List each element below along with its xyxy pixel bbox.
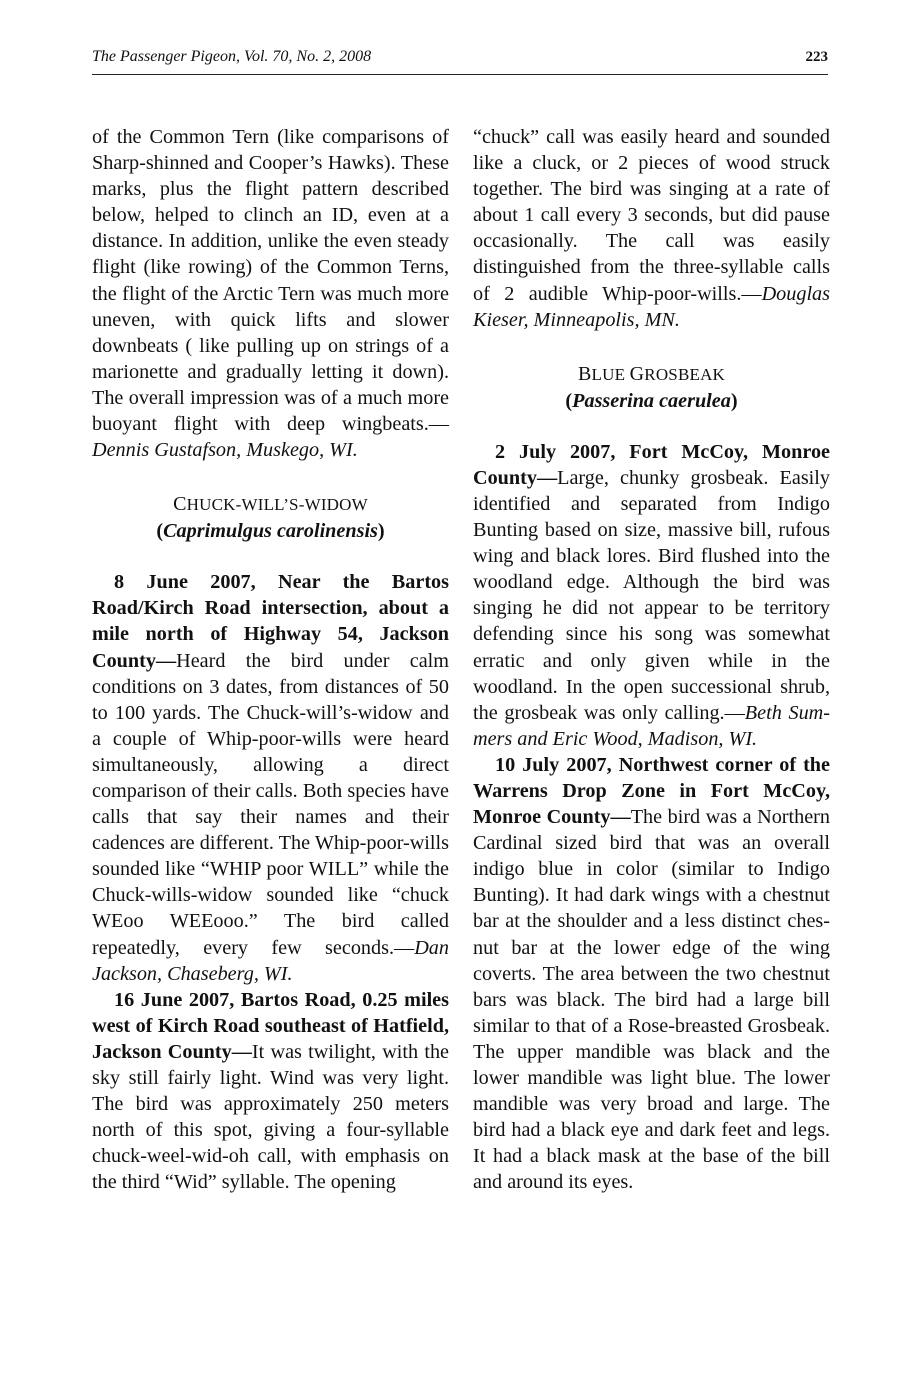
journal-citation: The Passenger Pigeon, Vol. 70, No. 2, 2008 [92,48,372,65]
page-number: 223 [805,49,828,65]
record-lead: 2 July 2007, Fort McCoy, Monroe County— [473,440,830,489]
record-entry [473,752,830,1196]
record-lead: 16 June 2007, Bartos Road, 0.25 miles west of Kirch Road southeast of Hatfield, Jackson County— [92,988,449,1063]
observer-credit: Beth Summers and Eric Wood, Madison, WI. [473,701,830,750]
record-entry [92,569,449,987]
record-entry [473,439,830,752]
record-text: Heard the bird under calm conditions on 3 dates, from distances of 50 to 100 yards. The Chuck-will’s-widow and a couple of Whip-poor-wills were heard simultaneously, allowing a direct comparison of their calls. Both species have calls that say their names and their cadences are different. The Whip-poor-wills sounded like “WHIP poor WILL” while the Chuck-wills-widow sounded like “chuck WEoo WEEooo.” The bird called repeatedly, every few seconds.— [92,649,449,959]
species-common-name: BLUE GROSBEAK [577,362,726,385]
record-lead: 8 June 2007, Near the Bartos Road/Kirch Road intersection, about a mile north of Highway 54, Jackson County— [92,571,449,672]
left-column [92,124,449,1195]
continued-paragraph [92,124,449,463]
observer-credit: Dan Jackson, Chaseberg, WI. [92,936,449,985]
species-heading [473,361,830,415]
observer-credit: Dennis Gustafson, Muskego, WI. [92,439,358,462]
record-text: Large, chunky grosbeak. Easily identified and separated from Indigo Bunting based on size, massive bill, rufous wing and black lores. Bird flushed into the woodland edge. Although the bird was singing he did not appear to be territory defending since his song was somewhat erratic and only given while in the woodland. In the open successional shrub, the grosbeak was only calling.— [473,466,830,724]
record-text: The bird was a Northern Cardinal sized bird that was an overall indigo blue in color (similar to Indigo Bunting). It had dark wings with a chestnut bar at the shoulder and a less distinct chesnut bar at the lower edge of the wing coverts. The area between the two chestnut bars was black. The bird had a large bill similar to that of a Rose-breasted Grosbeak. The upper mandible was black and the lower mandible was light blue. The lower mandible was very broad and large. The bird had a black eye and dark feet and legs. It had a black mask at the base of the bill and around its eyes. [473,806,830,1194]
right-column [473,124,830,1195]
record-lead: 10 July 2007, Northwest corner of the Warrens Drop Zone in Fort McCoy, Monroe County— [473,753,830,829]
species-heading [92,491,449,545]
species-scientific-name: (Passerina caerulea) [565,389,738,412]
continued-text: “chuck” call was easily heard and sounded like a cluck, or 2 pieces of wood struck together. The bird was singing at a rate of about 1 call every 3 seconds, but did pause occasionally. The call was easily distinguished from the three-syllable calls of 2 audible Whip-poor-wills.— [473,126,830,305]
running-head [92,48,828,75]
continued-text: of the Common Tern (like comparisons of Sharp-shinned and Cooper’s Hawks). These marks, plus the flight pattern described below, helped to clinch an ID, even at a distance. In addition, unlike the even steady flight (like rowing) of the Common Terns, the flight of the Arctic Tern was much more uneven, with quick lifts and slower downbeats ( like pulling up on strings of a marionette and gradually letting it down). The overall impression was of a much more buoyant flight with deep wingbeats.— [92,126,449,436]
observer-credit: Douglas Kieser, Minneapolis, MN. [473,282,830,331]
record-text: It was twilight, with the sky still fairly light. Wind was very light. The bird was approximately 250 meters north of this spot, giving a four-syllable chuck-weel-wid-oh call, with emphasis on the third “Wid” syllable. The opening [92,1040,449,1194]
continued-paragraph [473,124,830,333]
species-scientific-name: (Caprimulgus carolinensis) [156,520,385,543]
record-entry [92,987,449,1196]
species-common-name: CHUCK-WILL’S-WIDOW [173,493,368,516]
